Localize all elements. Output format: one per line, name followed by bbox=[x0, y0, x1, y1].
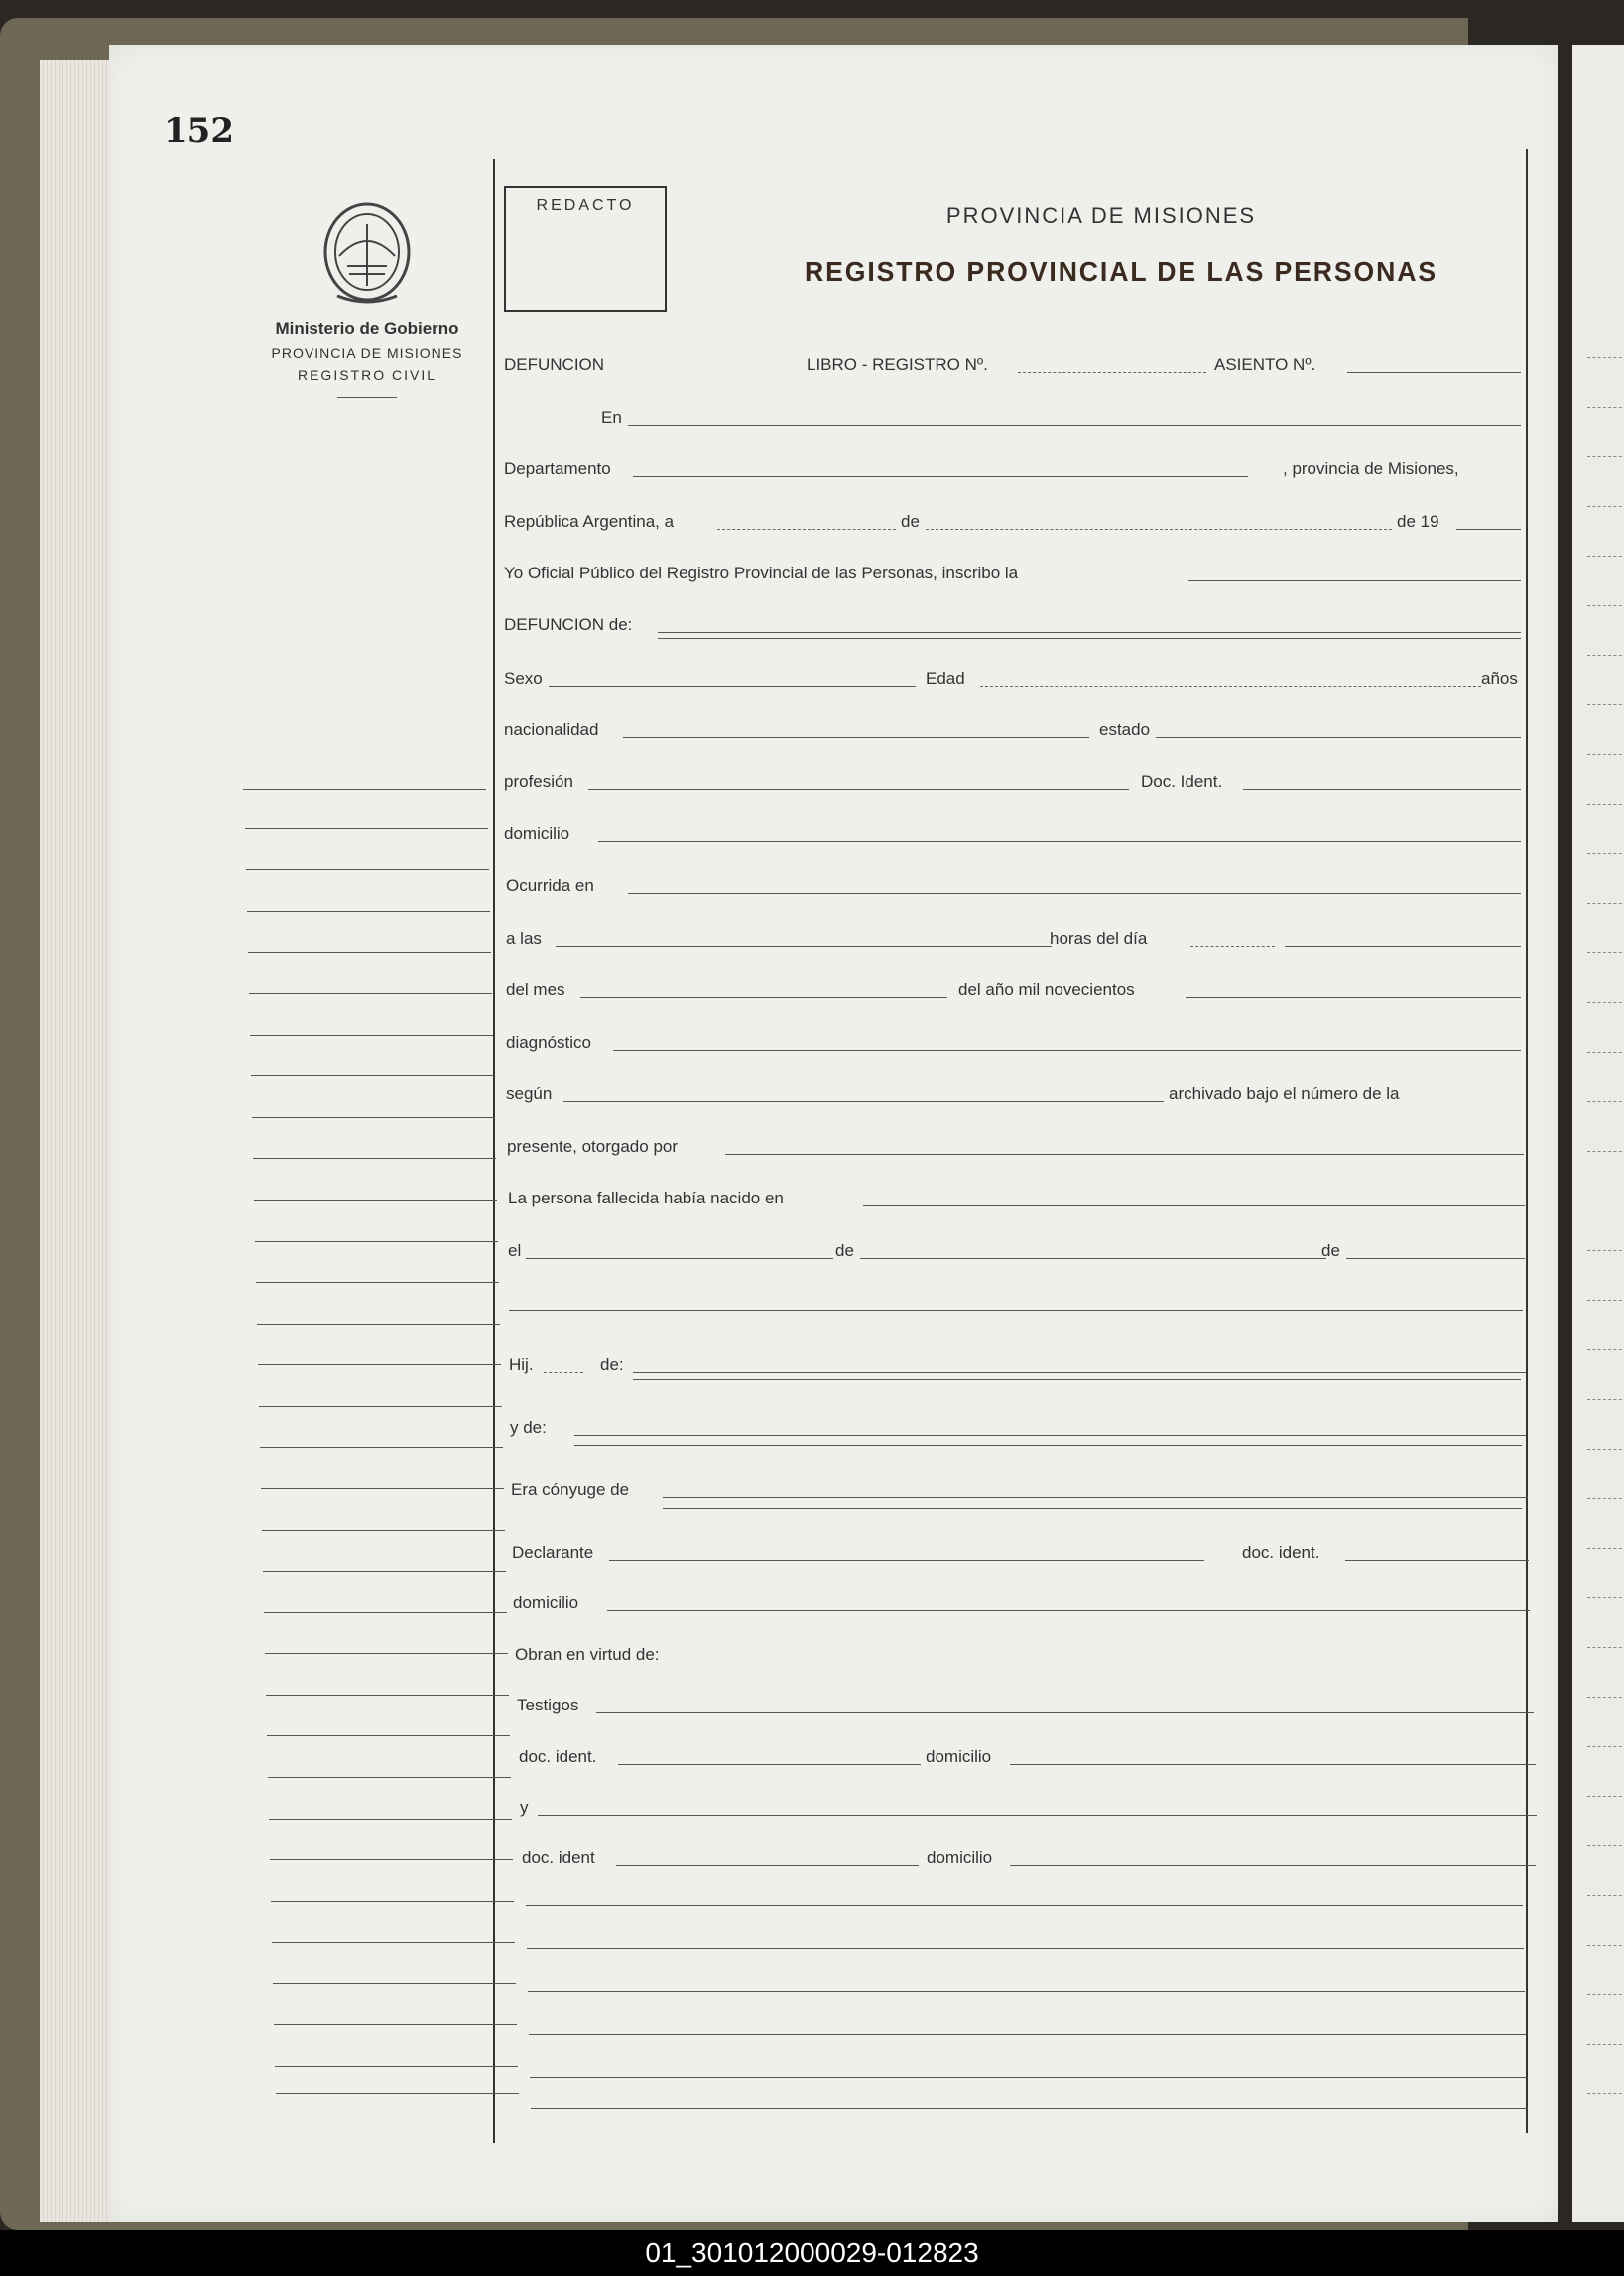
ano-field[interactable] bbox=[1456, 529, 1521, 530]
domicilio3-field[interactable] bbox=[1010, 1764, 1536, 1765]
blank-line[interactable] bbox=[529, 2034, 1526, 2035]
departamento-label: Departamento bbox=[504, 459, 611, 478]
facing-page-line bbox=[1587, 357, 1624, 358]
row-republica bbox=[504, 506, 1521, 536]
margin-line bbox=[273, 1983, 516, 1984]
facing-page-line bbox=[1587, 407, 1624, 408]
row-en bbox=[504, 402, 1521, 432]
provincia-label: , provincia de Misiones, bbox=[1283, 459, 1459, 478]
row-doc-ident3 bbox=[519, 1741, 1536, 1771]
doc-ident-field[interactable] bbox=[1243, 789, 1521, 790]
facing-page-line bbox=[1587, 1449, 1624, 1450]
facing-page-line bbox=[1587, 1349, 1624, 1350]
testigos-label: Testigos bbox=[517, 1696, 579, 1714]
domicilio4-field[interactable] bbox=[1010, 1865, 1536, 1866]
y-label: y bbox=[520, 1798, 529, 1817]
defuncion-de-extra-line bbox=[658, 638, 1521, 639]
row-oficial bbox=[504, 558, 1521, 587]
facing-page-line bbox=[1587, 506, 1624, 507]
margin-line bbox=[274, 2024, 517, 2025]
row-defuncion-de bbox=[504, 609, 1521, 639]
domicilio4-label: domicilio bbox=[927, 1848, 993, 1867]
archivado-label: archivado bajo el número de la bbox=[1169, 1084, 1400, 1103]
doc-ident2-label: doc. ident. bbox=[1242, 1543, 1320, 1562]
row-y-de bbox=[510, 1412, 1527, 1442]
dia-hour-field[interactable] bbox=[1285, 946, 1521, 947]
margin-line bbox=[252, 1117, 495, 1118]
header-registry: REGISTRO PROVINCIAL DE LAS PERSONAS bbox=[805, 256, 1437, 287]
nacido-field[interactable] bbox=[863, 1205, 1525, 1206]
diagnostico-label: diagnóstico bbox=[506, 1033, 592, 1052]
facing-page-line bbox=[1587, 1796, 1624, 1797]
declarante-field[interactable] bbox=[609, 1560, 1204, 1561]
row-testigos bbox=[517, 1690, 1534, 1719]
del-ano-field[interactable] bbox=[1186, 997, 1521, 998]
nacionalidad-field[interactable] bbox=[623, 737, 1089, 738]
redacto-label: REDACTO bbox=[536, 197, 635, 214]
facing-page-line bbox=[1587, 1895, 1624, 1896]
de-label: de bbox=[901, 512, 920, 531]
margin-line bbox=[245, 828, 488, 829]
segun-label: según bbox=[506, 1084, 553, 1103]
facing-page-line bbox=[1587, 704, 1624, 705]
hij-extra-line bbox=[633, 1379, 1521, 1380]
row-presente bbox=[507, 1131, 1524, 1161]
row-doc-ident4 bbox=[522, 1842, 1539, 1872]
conyuge-label: Era cónyuge de bbox=[511, 1480, 630, 1499]
defuncion-de-label: DEFUNCION de: bbox=[504, 615, 633, 634]
margin-line bbox=[253, 1158, 496, 1159]
row-domicilio2 bbox=[513, 1587, 1530, 1617]
row-nacido bbox=[508, 1183, 1525, 1212]
margin-line bbox=[262, 1530, 505, 1531]
defuncion-de-field[interactable] bbox=[658, 632, 1521, 633]
y-de-field[interactable] bbox=[574, 1435, 1527, 1436]
coat-of-arms-seal-icon bbox=[317, 196, 417, 308]
republica-label: República Argentina, a bbox=[504, 512, 675, 531]
facing-page-line bbox=[1587, 1597, 1624, 1598]
segun-field[interactable] bbox=[563, 1101, 1164, 1102]
row-domicilio bbox=[504, 819, 1521, 848]
declarante-label: Declarante bbox=[512, 1543, 594, 1562]
oficial-label: Yo Oficial Público del Registro Provincial de las Personas, inscribo la bbox=[504, 564, 1019, 582]
margin-line bbox=[266, 1695, 509, 1696]
presente-label: presente, otorgado por bbox=[507, 1137, 679, 1156]
row-segun bbox=[506, 1078, 1523, 1108]
facing-page-line bbox=[1587, 1250, 1624, 1251]
facing-page-line bbox=[1587, 605, 1624, 606]
row-libro bbox=[504, 349, 1521, 379]
row-obran bbox=[515, 1639, 1532, 1669]
margin-line bbox=[272, 1942, 515, 1943]
right-column-rule bbox=[1526, 149, 1528, 2133]
header-province: PROVINCIA DE MISIONES bbox=[945, 203, 1257, 228]
doc-ident4-label: doc. ident bbox=[522, 1848, 595, 1867]
nac-dia-field[interactable] bbox=[526, 1258, 833, 1259]
row-fecha-nacimiento bbox=[508, 1235, 1525, 1265]
domicilio-field[interactable] bbox=[598, 841, 1521, 842]
asiento-field[interactable] bbox=[1347, 372, 1521, 373]
facing-page-line bbox=[1587, 2093, 1624, 2094]
nacionalidad-label: nacionalidad bbox=[504, 720, 599, 739]
facing-page-line bbox=[1587, 1746, 1624, 1747]
hij-de-label: de: bbox=[600, 1355, 624, 1374]
row-diagnostico bbox=[506, 1027, 1523, 1057]
facing-page-line bbox=[1587, 2044, 1624, 2045]
domicilio2-label: domicilio bbox=[513, 1593, 579, 1612]
blank-line[interactable] bbox=[528, 1991, 1525, 1992]
conyuge-field[interactable] bbox=[663, 1497, 1528, 1498]
el-label: el bbox=[508, 1241, 522, 1260]
page-number: 152 bbox=[164, 111, 234, 151]
libro-label: LIBRO - REGISTRO Nº. bbox=[807, 355, 988, 374]
doc-ident4-field[interactable] bbox=[616, 1865, 919, 1866]
facing-page-line bbox=[1587, 655, 1624, 656]
facing-page-line bbox=[1587, 1151, 1624, 1152]
asiento-label: ASIENTO Nº. bbox=[1214, 355, 1316, 374]
image-id-footer: 01_301012000029-012823 bbox=[0, 2230, 1624, 2276]
facing-page-line bbox=[1587, 1945, 1624, 1946]
doc-ident3-label: doc. ident. bbox=[519, 1747, 597, 1766]
margin-line bbox=[275, 2066, 518, 2067]
row-a-las bbox=[506, 923, 1523, 952]
hij-suffix-field[interactable] bbox=[544, 1372, 583, 1373]
domicilio3-label: domicilio bbox=[926, 1747, 992, 1766]
margin-line bbox=[256, 1282, 499, 1283]
facing-page-line bbox=[1587, 1647, 1624, 1648]
doc-ident3-field[interactable] bbox=[618, 1764, 921, 1765]
margin-line bbox=[246, 869, 489, 870]
de19-label: de 19 bbox=[1397, 512, 1439, 531]
departamento-field[interactable] bbox=[633, 476, 1248, 477]
row-sexo bbox=[504, 663, 1521, 693]
obran-label: Obran en virtud de: bbox=[515, 1645, 660, 1664]
edad-label: Edad bbox=[926, 669, 965, 688]
ministry-province: PROVINCIA DE MISIONES bbox=[271, 345, 463, 361]
nacido-label: La persona fallecida había nacido en bbox=[508, 1189, 784, 1207]
del-mes-field[interactable] bbox=[580, 997, 947, 998]
a-las-label: a las bbox=[506, 929, 542, 948]
row-declarante bbox=[512, 1537, 1529, 1567]
profesion-label: profesión bbox=[504, 772, 573, 791]
nac-mes-field[interactable] bbox=[860, 1258, 1326, 1259]
en-field[interactable] bbox=[628, 425, 1521, 426]
row-conyuge bbox=[511, 1474, 1528, 1504]
de-a-label: de bbox=[835, 1241, 854, 1260]
row-departamento bbox=[504, 453, 1521, 483]
facing-page-line bbox=[1587, 1548, 1624, 1549]
blank-line[interactable] bbox=[530, 2077, 1527, 2078]
mes-field[interactable] bbox=[926, 529, 1392, 530]
en-label: En bbox=[601, 408, 622, 427]
dia-field[interactable] bbox=[717, 529, 896, 530]
row-del-mes bbox=[506, 974, 1523, 1004]
diagnostico-field[interactable] bbox=[613, 1050, 1521, 1051]
libro-field[interactable] bbox=[1018, 372, 1206, 373]
ministry-name: Ministerio de Gobierno bbox=[275, 319, 459, 338]
del-ano-label: del año mil novecientos bbox=[958, 980, 1135, 999]
otorgado-field[interactable] bbox=[725, 1154, 1524, 1155]
margin-line bbox=[250, 1035, 493, 1036]
margin-line bbox=[259, 1406, 502, 1407]
blank-line[interactable] bbox=[531, 2108, 1528, 2109]
sexo-label: Sexo bbox=[504, 669, 543, 688]
y-de-label: y de: bbox=[510, 1418, 547, 1437]
hij-label: Hij. bbox=[509, 1355, 534, 1374]
profesion-field[interactable] bbox=[588, 789, 1129, 790]
facing-page-line bbox=[1587, 1498, 1624, 1499]
margin-line bbox=[270, 1859, 513, 1860]
margin-line bbox=[255, 1241, 498, 1242]
facing-page-line bbox=[1587, 1101, 1624, 1102]
blank-line bbox=[509, 1310, 1523, 1311]
redacto-box bbox=[504, 186, 667, 312]
margin-line bbox=[260, 1447, 503, 1448]
row-ocurrida bbox=[506, 870, 1523, 900]
edad-field[interactable] bbox=[980, 686, 1481, 687]
margin-line bbox=[254, 1200, 497, 1201]
left-column-rule bbox=[493, 159, 495, 2143]
margin-line bbox=[243, 789, 486, 790]
facing-page-line bbox=[1587, 1052, 1624, 1053]
margin-line bbox=[268, 1777, 511, 1778]
facing-page-line bbox=[1587, 1994, 1624, 1995]
nac-ano-field[interactable] bbox=[1346, 1258, 1525, 1259]
sexo-field[interactable] bbox=[549, 686, 916, 687]
row-profesion bbox=[504, 766, 1521, 796]
facing-page-line bbox=[1587, 1300, 1624, 1301]
facing-page-line bbox=[1587, 754, 1624, 755]
ocurrida-field[interactable] bbox=[628, 893, 1521, 894]
facing-page-line bbox=[1587, 804, 1624, 805]
conyuge-extra-line bbox=[663, 1508, 1522, 1509]
facing-page-line bbox=[1587, 1697, 1624, 1698]
ministry-block bbox=[243, 319, 491, 398]
hij-de-field[interactable] bbox=[633, 1372, 1526, 1373]
horas-label: horas del día bbox=[1050, 929, 1148, 948]
margin-line bbox=[271, 1901, 514, 1902]
de-b-label: de bbox=[1321, 1241, 1340, 1260]
margin-line bbox=[258, 1364, 501, 1365]
facing-page-line bbox=[1587, 556, 1624, 557]
blank-line[interactable] bbox=[526, 1905, 1523, 1906]
ocurrida-label: Ocurrida en bbox=[506, 876, 594, 895]
form-type: DEFUNCION bbox=[504, 355, 605, 374]
margin-line bbox=[264, 1612, 507, 1613]
facing-page-line bbox=[1587, 853, 1624, 854]
margin-line bbox=[276, 2093, 519, 2094]
y-de-extra-line bbox=[574, 1445, 1522, 1446]
domicilio2-field[interactable] bbox=[607, 1610, 1530, 1611]
y-field[interactable] bbox=[538, 1815, 1537, 1816]
facing-page-line bbox=[1587, 1399, 1624, 1400]
ministry-office: REGISTRO CIVIL bbox=[297, 367, 437, 383]
facing-page-line bbox=[1587, 456, 1624, 457]
doc-ident2-field[interactable] bbox=[1345, 1560, 1529, 1561]
facing-page-line bbox=[1587, 903, 1624, 904]
facing-page-line bbox=[1587, 1002, 1624, 1003]
estado-field[interactable] bbox=[1156, 737, 1521, 738]
doc-ident-label: Doc. Ident. bbox=[1141, 772, 1223, 791]
a-las-field[interactable] bbox=[556, 946, 1052, 947]
anos-label: años bbox=[1481, 669, 1518, 688]
margin-line bbox=[267, 1735, 510, 1736]
facing-page-line bbox=[1587, 1845, 1624, 1846]
facing-page-line bbox=[1587, 952, 1624, 953]
margin-line bbox=[261, 1488, 504, 1489]
del-mes-label: del mes bbox=[506, 980, 565, 999]
margin-line bbox=[248, 952, 491, 953]
inscribo-field[interactable] bbox=[1188, 580, 1521, 581]
blank-line[interactable] bbox=[527, 1948, 1524, 1949]
row-nacionalidad bbox=[504, 714, 1521, 744]
margin-line bbox=[263, 1571, 506, 1572]
estado-label: estado bbox=[1099, 720, 1151, 739]
testigos-field[interactable] bbox=[596, 1712, 1534, 1713]
row-hij bbox=[509, 1349, 1526, 1379]
margin-line bbox=[249, 993, 492, 994]
ministry-divider bbox=[337, 397, 397, 398]
margin-line bbox=[269, 1819, 512, 1820]
margin-line bbox=[251, 1075, 494, 1076]
margin-line bbox=[257, 1324, 500, 1325]
margin-line bbox=[247, 911, 490, 912]
horas-field[interactable] bbox=[1190, 946, 1275, 947]
margin-line bbox=[265, 1653, 508, 1654]
domicilio-label: domicilio bbox=[504, 824, 570, 843]
row-y bbox=[520, 1792, 1537, 1822]
